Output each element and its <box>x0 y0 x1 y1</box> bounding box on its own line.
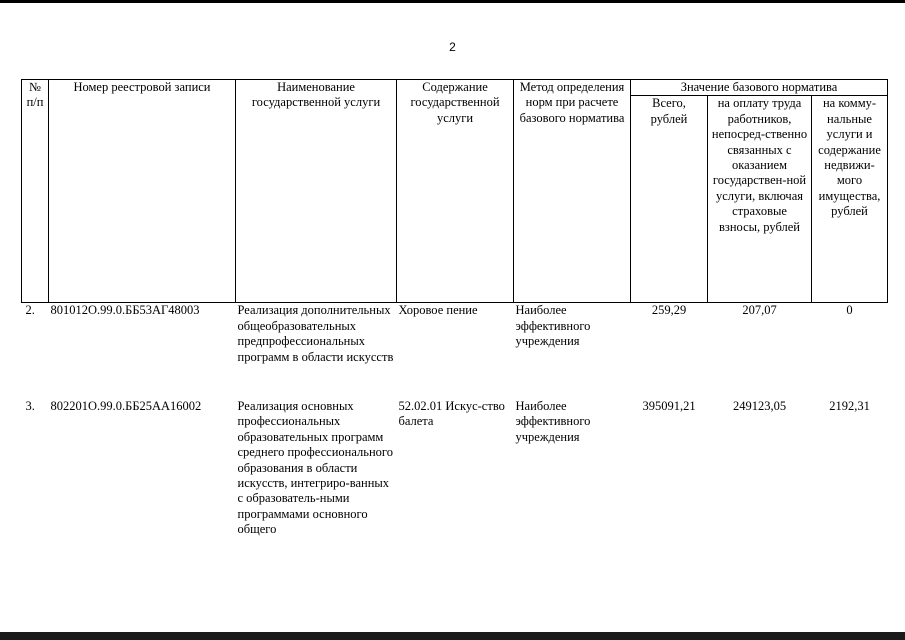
row-labor: 249123,05 <box>732 399 787 414</box>
header-utilities: на комму-нальные услуги и содержание недвижи-мого имущества, рублей <box>812 96 888 303</box>
header-service-name: Наименование государственной услуги <box>236 80 397 303</box>
row-service-name: Реализация основных профессиональных образовательных программ среднего профессионального образования в области искусств, интегриро-ванных с образователь-ными программами основного общего <box>237 399 393 537</box>
header-registry: Номер реестровой записи <box>49 80 236 303</box>
row-registry: 802201О.99.0.ББ25АА16002 <box>50 399 202 414</box>
row-service-content: 52.02.01 Искус-ство балета <box>398 399 505 429</box>
row-utilities: 0 <box>812 303 888 399</box>
bottom-border <box>0 632 905 640</box>
header-base-norm-group: Значение базового норматива <box>631 80 888 96</box>
row-service-content: Хоровое пение <box>397 303 514 399</box>
norms-table <box>21 79 888 538</box>
header-service-content: Содержание государственной услуги <box>397 80 514 303</box>
row-method: Наиболее эффективного учреждения <box>515 399 591 444</box>
row-utilities: 2192,31 <box>829 399 870 414</box>
row-registry: 801012О.99.0.ББ53АГ48003 <box>49 303 236 399</box>
header-labor: на оплату труда работников, непосред-ственно связанных с оказанием государствен-ной услуги, включая страховые взносы, рублей <box>708 96 812 303</box>
page-number: 2 <box>449 40 456 54</box>
header-total: Всего, рублей <box>631 96 708 303</box>
row-num: 2. <box>22 303 49 399</box>
row-service-name: Реализация дополнительных общеобразовательных предпрофессиональных программ в области искусств <box>236 303 397 399</box>
row-method: Наиболее эффективного учреждения <box>514 303 631 399</box>
header-method: Метод определения норм при расчете базового норматива <box>514 80 631 303</box>
table-row <box>22 399 888 538</box>
row-num: 3. <box>25 399 35 414</box>
header-num: № п/п <box>22 80 49 303</box>
table-row <box>22 303 888 399</box>
row-total: 395091,21 <box>642 399 696 414</box>
top-border <box>0 0 905 3</box>
row-total: 259,29 <box>631 303 708 399</box>
row-labor: 207,07 <box>708 303 812 399</box>
